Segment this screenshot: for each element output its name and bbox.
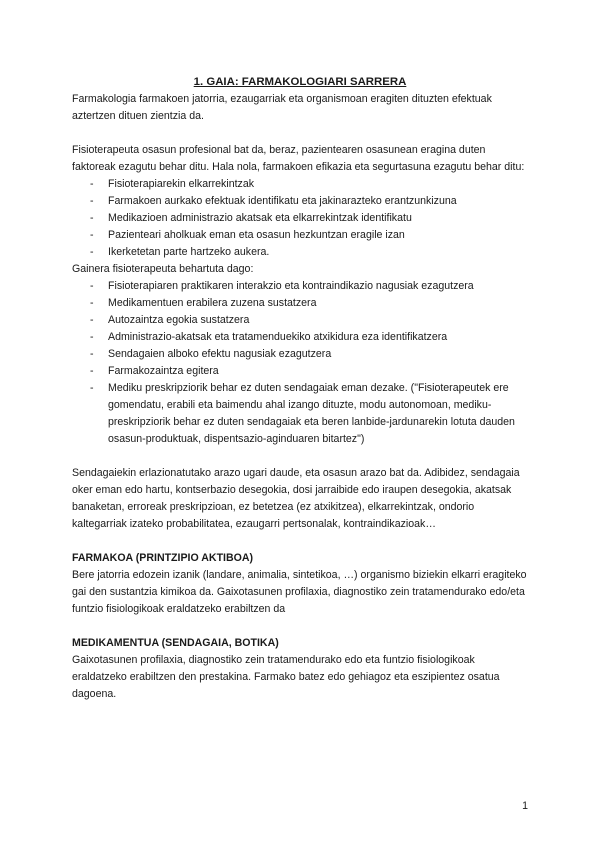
list-item: - Autozaintza egokia sustatzera xyxy=(72,312,528,329)
document-page xyxy=(72,74,528,703)
obligations-intro: Gainera fisioterapeuta behartuta dago: xyxy=(72,263,254,275)
physio-knowledge-list xyxy=(72,176,528,261)
list-item: - Fisioterapiaren praktikaren interakzio eta kontraindikazio nagusiak ezagutzera xyxy=(72,278,528,295)
section-text-medikamentua: Gaixotasunen profilaxia, diagnostiko zein tratamendurako edo eta funtzio fisiologikoak eraldatzeko erabiltzen den prestakina. Farmako batez edo gehiagoz eta eszipientez osatua dagoena. xyxy=(72,654,500,700)
list-item: - Medikazioen administrazio akatsak eta elkarrekintzak identifikatu xyxy=(72,210,528,227)
page-number: 1 xyxy=(522,800,528,812)
list-item: - Ikerketetan parte hartzeko aukera. xyxy=(72,244,528,261)
list-item: - Medikamentuen erabilera zuzena sustatzera xyxy=(72,295,528,312)
section-heading-medikamentua: MEDIKAMENTUA (SENDAGAIA, BOTIKA) xyxy=(72,637,279,649)
spacer xyxy=(72,618,528,635)
list-item: - Farmakozaintza egitera xyxy=(72,363,528,380)
physio-paragraph: Fisioterapeuta osasun profesional bat da, beraz, pazientearen osasunean eragina duten faktoreak ezagutu behar ditu. Hala nola, farmakoen efikazia eta segurtasuna ezagutu behar ditu: xyxy=(72,144,525,173)
list-item: - Sendagaien alboko efektu nagusiak ezagutzera xyxy=(72,346,528,363)
spacer xyxy=(72,448,528,465)
page-title: 1. GAIA: FARMAKOLOGIARI SARRERA xyxy=(193,76,407,88)
list-item: - Pazienteari aholkuak eman eta osasun hezkuntzan eragile izan xyxy=(72,227,528,244)
spacer xyxy=(72,125,528,142)
problems-paragraph: Sendagaiekin erlazionatutako arazo ugari daude, eta osasun arazo bat da. Adibidez, sendagaia oker eman edo hartu, kontserbazio desegokia, dosi jarraibide edo iraupen desegokia, akatsak banaketan, erroreak preskripzioan, ez betetzea (ez atxikitzea), elkarrekintzak, ondorio kaltegarriak izateko probabilitatea, ezaugarri pertsonalak, kontraindikazioak… xyxy=(72,467,520,530)
section-heading-farmakoa: FARMAKOA (PRINTZIPIO AKTIBOA) xyxy=(72,552,254,564)
list-item: - Administrazio-akatsak eta tratamenduekiko atxikidura eza identifikatzera xyxy=(72,329,528,346)
list-item: - Farmakoen aurkako efektuak identifikatu eta jakinarazteko erantzunkizuna xyxy=(72,193,528,210)
intro-paragraph: Farmakologia farmakoen jatorria, ezaugarriak eta organismoan eragiten dituzten efektuak aztertzen dituen zientzia da. xyxy=(72,93,492,122)
list-item: - Fisioterapiarekin elkarrekintzak xyxy=(72,176,528,193)
spacer xyxy=(72,533,528,550)
section-text-farmakoa: Bere jatorria edozein izanik (landare, animalia, sintetikoa, …) organismo biziekin elkarri eragiteko gai den sustantzia kimikoa da. Gaixotasunen profilaxia, diagnostiko zein tratamendurako edo/eta funtzio fisiologikoak eraldatzeko erabiltzen da xyxy=(72,569,527,615)
list-item: - Mediku preskripziorik behar ez duten sendagaiak eman dezake. ("Fisioterapeutek ere gomendatu, erabili eta baimendu ahal izango dituzte, modu autonomoan, mediku-preskripziorik behar ez duten sendagaiak eta beren lanbide-jardunarekin lotuta dauden osasun-produktuak, dispentsazio-aginduaren bitartez") xyxy=(72,380,528,448)
obligations-list xyxy=(72,278,528,448)
